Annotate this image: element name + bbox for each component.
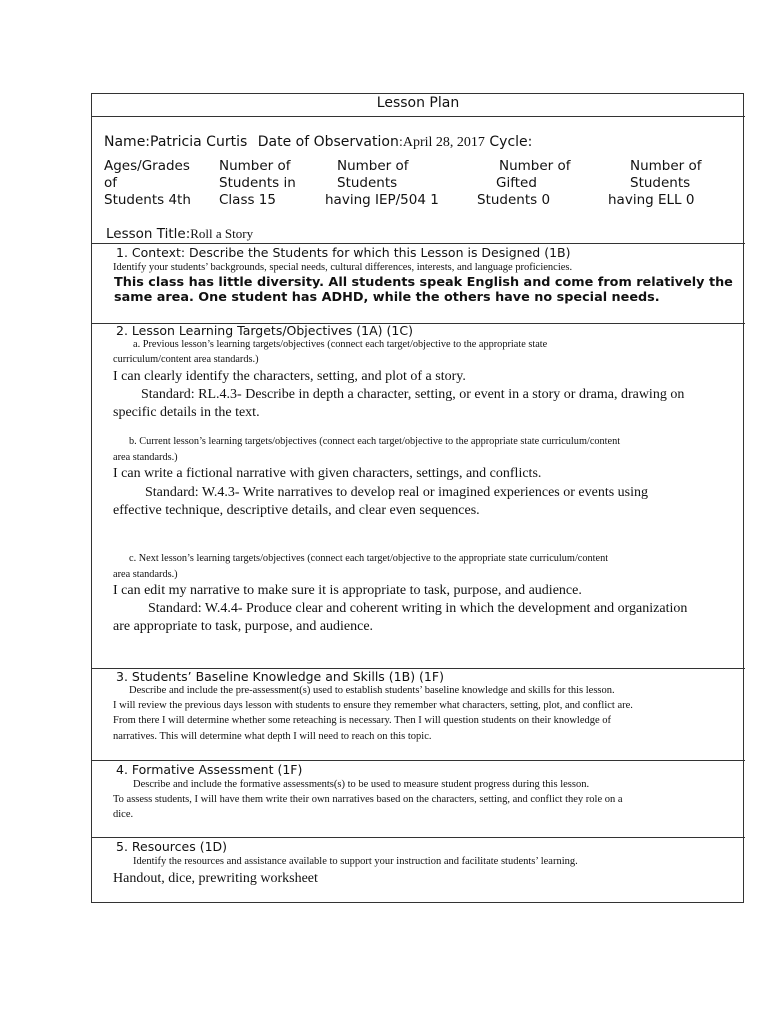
section2a-instruction: curriculum/content area standards.): [113, 354, 259, 365]
num-line: Students in: [219, 175, 296, 191]
ages-grades-cell: [104, 158, 191, 209]
lesson-title-label: Lesson Title:: [106, 226, 191, 242]
ell-line: having ELL 0: [608, 192, 695, 208]
divider: [91, 760, 745, 761]
iep-line: having IEP/504 1: [325, 192, 439, 208]
section2b-instruction: area standards.): [113, 452, 178, 463]
section2a-instruction: a. Previous lesson’s learning targets/objectives (connect each target/objective to the appropriate state: [133, 339, 548, 350]
section5-instruction: Identify the resources and assistance available to support your instruction and facilitate students’ learning.: [133, 856, 578, 867]
date-label: Date of Observation: [257, 134, 399, 150]
num-line: Number of: [219, 158, 291, 174]
section2c-target: I can edit my narrative to make sure it is appropriate to task, purpose, and audience.: [113, 583, 582, 598]
gifted-line: Number of: [499, 158, 571, 174]
lesson-title-line: [106, 225, 253, 243]
section2b-standard: Standard: W.4.3- Write narratives to develop real or imagined experiences or events using: [145, 485, 649, 500]
section4-answer-line: dice.: [113, 809, 134, 820]
students-in-class-cell: [219, 158, 296, 209]
section2b-instruction: b. Current lesson’s learning targets/objectives (connect each target/objective to the appropriate state curriculum/content: [129, 436, 621, 447]
section4-instruction: Describe and include the formative assessments(s) to be used to measure student progress during this lesson.: [133, 779, 590, 790]
ell-cell: [608, 158, 702, 209]
section3-answer-line: narratives. This will determine what depth I will need to reach on this topic.: [113, 731, 432, 742]
section3-heading: 3. Students’ Baseline Knowledge and Skills (1B) (1F): [116, 669, 444, 684]
section2a-target: I can clearly identify the characters, setting, and plot of a story.: [113, 369, 466, 384]
ages-line: Students 4th: [104, 192, 191, 208]
section1-instruction: Identify your students’ backgrounds, special needs, cultural differences, interests, and language proficiencies.: [113, 262, 573, 273]
section2-heading: 2. Lesson Learning Targets/Objectives (1A) (1C): [116, 323, 413, 338]
cycle-label: Cycle:: [489, 134, 533, 150]
date-colon: :: [398, 135, 403, 149]
section2a-standard: specific details in the text.: [113, 405, 260, 420]
section2c-instruction: area standards.): [113, 569, 178, 580]
section2b-target: I can write a fictional narrative with given characters, settings, and conflicts.: [113, 466, 542, 481]
section2c-instruction: c. Next lesson’s learning targets/objectives (connect each target/objective to the appropriate state curriculum/content: [129, 553, 609, 564]
name-value: Patricia Curtis: [150, 134, 248, 150]
gifted-line: Students 0: [477, 192, 551, 208]
section3-answer-line: From there I will determine whether some reteaching is necessary. Then I will question students on their knowledge of: [113, 715, 612, 726]
section1-heading: 1. Context: Describe the Students for which this Lesson is Designed (1B): [116, 245, 571, 260]
section3-instruction: Describe and include the pre-assessment(s) used to establish students’ baseline knowledge and skills for this lesson.: [129, 685, 615, 696]
divider: [91, 243, 745, 244]
section3-answer-line: I will review the previous days lesson with students to ensure they remember what characters, setting, plot, and conflict are.: [113, 700, 633, 711]
ages-line: of: [104, 175, 118, 191]
section5-answer: Handout, dice, prewriting worksheet: [113, 871, 318, 886]
iep-line: Students: [337, 175, 398, 191]
section4-heading: 4. Formative Assessment (1F): [116, 762, 303, 777]
num-line: Class 15: [219, 192, 276, 208]
lesson-title-value: Roll a Story: [190, 226, 254, 241]
date-value: April 28, 2017: [402, 135, 485, 150]
section2c-standard: are appropriate to task, purpose, and audience.: [113, 619, 374, 634]
ell-line: Students: [630, 175, 691, 191]
section2b-standard: effective technique, descriptive details, and clear even sequences.: [113, 503, 480, 518]
section2c-standard: Standard: W.4.4- Produce clear and coherent writing in which the development and organization: [148, 601, 688, 616]
page-title: Lesson Plan: [376, 95, 460, 111]
gifted-cell: [477, 158, 571, 209]
divider: [91, 116, 745, 117]
name-label: Name:: [104, 134, 151, 150]
section1-answer-line: same area. One student has ADHD, while the others have no special needs.: [114, 290, 660, 305]
ell-line: Number of: [630, 158, 702, 174]
ages-line: Ages/Grades: [104, 158, 190, 174]
iep-cell: [325, 158, 455, 209]
section1-answer-line: This class has little diversity. All students speak English and come from relatively the: [114, 275, 733, 290]
gifted-line: Gifted: [496, 175, 537, 191]
section4-answer-line: To assess students, I will have them write their own narratives based on the characters, setting, and conflict they role on a: [113, 794, 623, 805]
section5-heading: 5. Resources (1D): [116, 839, 228, 854]
name-line: [104, 134, 532, 151]
divider: [91, 837, 745, 838]
iep-line: Number of: [337, 158, 409, 174]
section2a-standard: Standard: RL.4.3- Describe in depth a character, setting, or event in a story or drama, drawing on: [141, 387, 685, 402]
